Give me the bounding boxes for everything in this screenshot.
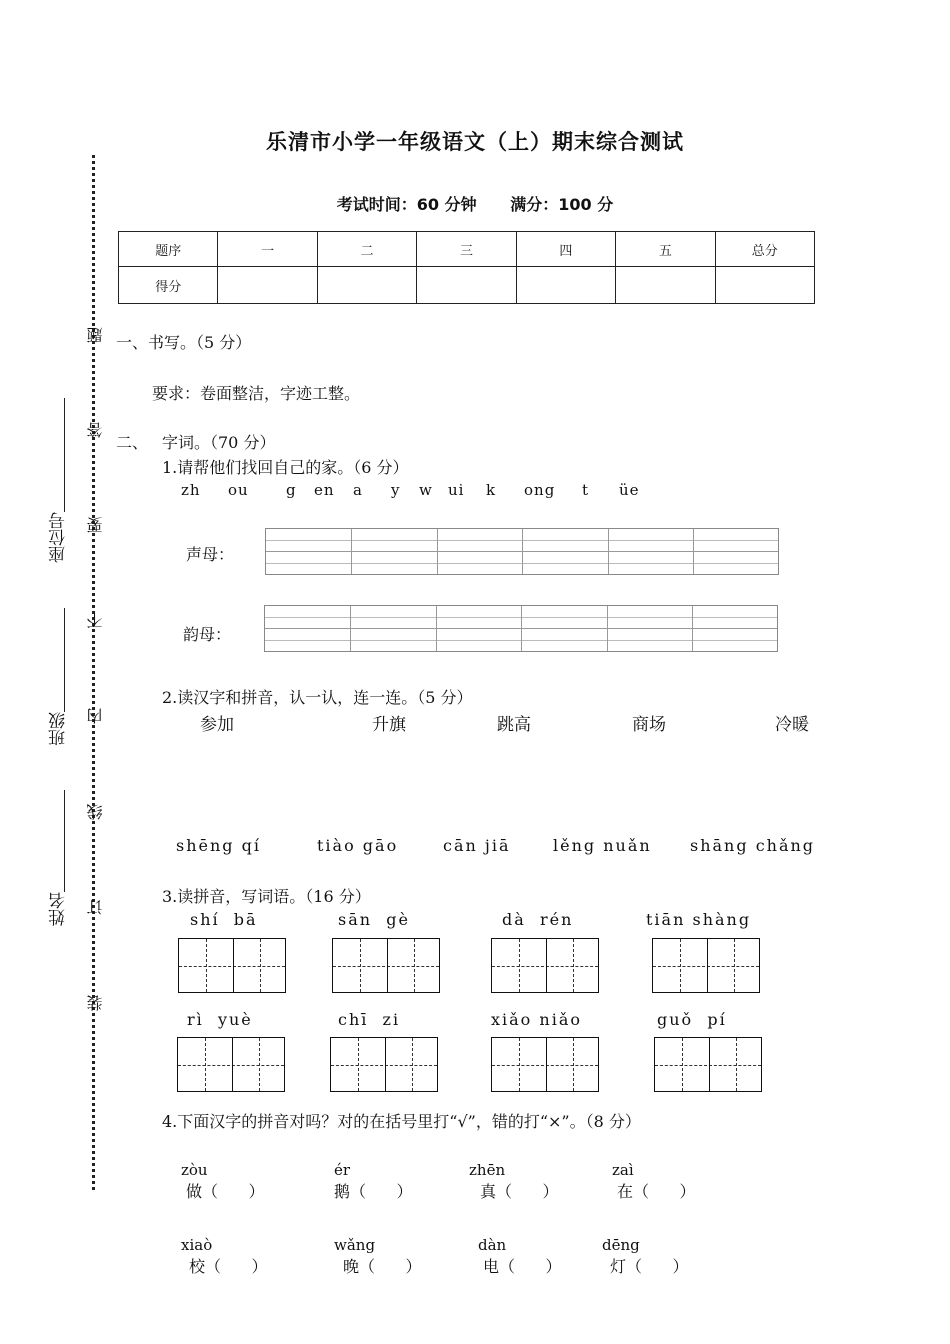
q1-letter: ou <box>228 481 249 499</box>
q2-pinyin[interactable]: cān jiā <box>443 836 511 855</box>
q1-letter: ui <box>448 481 465 499</box>
q4-answer-bracket[interactable]: 校（ ） <box>189 1257 268 1276</box>
q2-word[interactable]: 商场 <box>632 715 666 735</box>
q1-letter: ong <box>524 481 556 499</box>
q1-letter: k <box>486 481 497 499</box>
q4-pinyin: zòu <box>181 1161 208 1179</box>
q3-pinyin: guǒ pí <box>657 1010 727 1029</box>
section2-number: 二、 <box>116 433 149 452</box>
tianzige-box[interactable] <box>330 1037 438 1092</box>
score-table-row <box>119 267 815 304</box>
score-cell[interactable] <box>417 267 516 304</box>
q1-letter: en <box>314 481 335 499</box>
q4-pinyin: dēng <box>602 1236 640 1254</box>
q4-answer-bracket[interactable]: 做（ ） <box>186 1182 265 1201</box>
q4-answer-bracket[interactable]: 在（ ） <box>617 1182 696 1201</box>
binding-dotted-line <box>92 155 95 1190</box>
q3-title: 3.读拼音，写词语。（16 分） <box>162 887 371 906</box>
tianzige-box[interactable] <box>491 938 599 993</box>
q1-letter: zh <box>181 481 201 499</box>
q3-pinyin: tiān shàng <box>646 910 752 929</box>
yunmu-writing-grid[interactable] <box>264 605 778 652</box>
binding-word: 不 <box>86 613 105 629</box>
tianzige-box[interactable] <box>491 1037 599 1092</box>
exam-time: 考试时间：60 分钟 <box>336 195 477 214</box>
score-table <box>118 231 815 304</box>
score-header-cell: 题序 <box>119 232 218 267</box>
tianzige-box[interactable] <box>177 1037 285 1092</box>
q4-pinyin: zhēn <box>469 1161 506 1179</box>
shengmu-writing-grid[interactable] <box>265 528 779 575</box>
score-cell[interactable] <box>715 267 814 304</box>
q1-letter: w <box>419 481 433 499</box>
q4-answer-bracket[interactable]: 灯（ ） <box>610 1257 689 1276</box>
q4-pinyin: ér <box>334 1161 351 1179</box>
q2-word[interactable]: 跳高 <box>497 715 531 735</box>
q4-answer-bracket[interactable]: 鹅（ ） <box>334 1182 413 1201</box>
q1-letter: t <box>582 481 590 499</box>
q4-pinyin: xiaò <box>181 1236 213 1254</box>
exam-info <box>0 192 950 215</box>
tianzige-box[interactable] <box>178 938 286 993</box>
q1-letter: y <box>391 481 401 499</box>
q4-answer-bracket[interactable]: 真（ ） <box>480 1182 559 1201</box>
q3-pinyin: shí bā <box>190 910 258 929</box>
section2-heading: 字词。（70 分） <box>162 433 276 452</box>
score-cell[interactable] <box>616 267 715 304</box>
score-header-cell: 五 <box>616 232 715 267</box>
q2-pinyin[interactable]: lěng nuǎn <box>553 836 652 855</box>
q4-title: 4.下面汉字的拼音对吗？对的在括号里打“√”，错的打“×”。（8 分） <box>162 1112 641 1131</box>
score-header-cell: 三 <box>417 232 516 267</box>
score-table-header-row <box>119 232 815 267</box>
class-field[interactable] <box>64 608 65 712</box>
seat-number-label: 座位号 <box>49 512 69 563</box>
q1-title: 1.请帮他们找回自己的家。（6 分） <box>162 458 409 477</box>
section1-requirement: 要求：卷面整洁，字迹工整。 <box>152 384 361 403</box>
binding-word: 装 <box>86 995 105 1011</box>
score-cell[interactable] <box>317 267 416 304</box>
tianzige-box[interactable] <box>332 938 440 993</box>
binding-word: 线 <box>86 804 105 820</box>
q2-title: 2.读汉字和拼音，认一认，连一连。（5 分） <box>162 688 473 707</box>
binding-word: 内 <box>86 708 105 724</box>
binding-word: 要 <box>86 517 105 533</box>
q3-pinyin: sān gè <box>338 910 410 929</box>
tianzige-box[interactable] <box>654 1037 762 1092</box>
q2-pinyin[interactable]: shāng chǎng <box>690 836 816 855</box>
q4-pinyin: dàn <box>478 1236 507 1254</box>
name-field[interactable] <box>64 790 65 892</box>
binding-word: 题 <box>86 327 105 343</box>
q3-pinyin: xiǎo niǎo <box>491 1010 582 1029</box>
q1-letter: a <box>353 481 363 499</box>
q4-pinyin: wǎng <box>334 1236 376 1254</box>
q4-answer-bracket[interactable]: 电（ ） <box>483 1257 562 1276</box>
tianzige-box[interactable] <box>652 938 760 993</box>
score-header-cell: 一 <box>218 232 317 267</box>
score-header-cell: 二 <box>317 232 416 267</box>
q1-letter: üe <box>619 481 640 499</box>
full-score: 满分：100 分 <box>510 195 614 214</box>
page-title: 乐清市小学一年级语文（上）期末综合测试 <box>266 130 684 154</box>
name-label: 姓名 <box>49 892 69 926</box>
q4-pinyin: zaì <box>612 1161 634 1179</box>
q2-word[interactable]: 升旗 <box>372 715 406 735</box>
shengmu-label: 声母： <box>186 545 235 564</box>
section1-heading: 一、书写。（5 分） <box>116 333 252 352</box>
score-header-cell: 四 <box>516 232 615 267</box>
q3-pinyin: rì yuè <box>187 1010 253 1029</box>
score-cell[interactable] <box>218 267 317 304</box>
score-header-cell: 总分 <box>715 232 814 267</box>
binding-word: 订 <box>86 899 105 915</box>
binding-word: 答 <box>86 422 105 438</box>
score-row-label: 得分 <box>119 267 218 304</box>
q1-letter: g <box>286 481 297 499</box>
q4-answer-bracket[interactable]: 晚（ ） <box>343 1257 422 1276</box>
q2-pinyin[interactable]: tiào gāo <box>317 836 399 855</box>
q2-word[interactable]: 参加 <box>200 715 234 735</box>
q3-pinyin: chī zi <box>338 1010 401 1029</box>
q2-pinyin[interactable]: shēng qí <box>176 836 261 855</box>
yunmu-label: 韵母： <box>183 625 232 644</box>
seat-number-field[interactable] <box>64 398 65 512</box>
class-label: 班级 <box>49 712 69 746</box>
score-cell[interactable] <box>516 267 615 304</box>
q2-word[interactable]: 冷暖 <box>775 715 809 735</box>
q3-pinyin: dà rén <box>502 910 574 929</box>
